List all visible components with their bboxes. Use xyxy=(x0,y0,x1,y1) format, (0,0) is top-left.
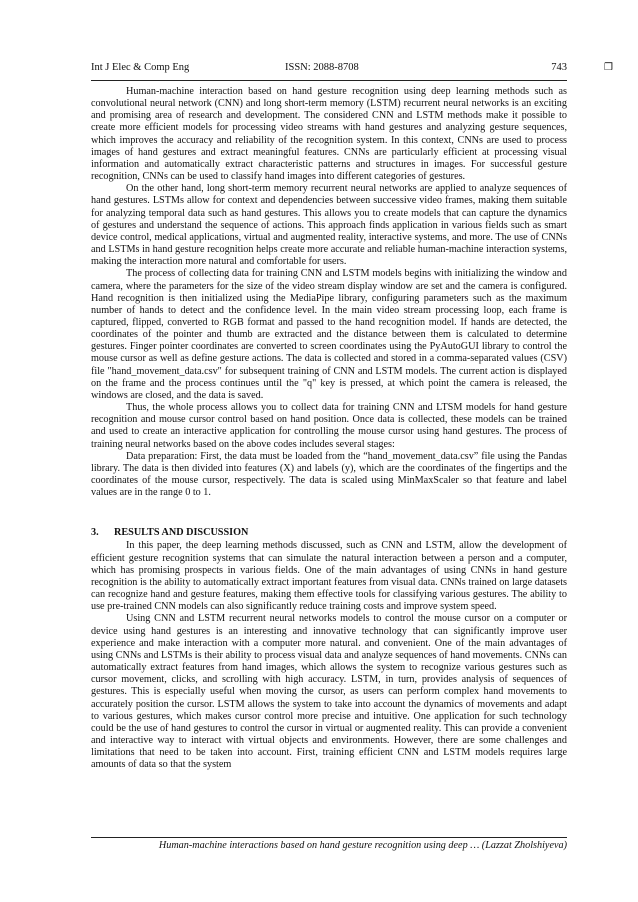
section-gap xyxy=(91,513,567,527)
section-heading xyxy=(91,527,567,539)
square-marker-icon: ❒ xyxy=(604,62,613,73)
article-body xyxy=(91,86,567,771)
paragraph: Human-machine interaction based on hand gesture recognition using deep learning methods such as convolutional neural network (CNN) and long short-term memory (LSTM) recurrent neural networks is an exciting and promising area of research and development. The considered CNN and LSTM methods make it possible to create more efficient models for processing video streams with hand gestures and analyzing gesture sequences, which improves the accuracy and reliability of the recognition system. In this context, CNNs are used to process images of hand gestures and extract meaningful features. CNNs are particularly efficient at processing visual information and automatically extract characteristic patterns and structures in images. For successful gesture recognition, CNNs can be used to classify hand images into different categories of gestures. xyxy=(91,86,567,183)
running-footer: Human-machine interactions based on hand gesture recognition using deep … (Lazzat Zholshiyeva) xyxy=(91,837,567,851)
paragraph: On the other hand, long short-term memory recurrent neural networks are applied to analyze sequences of hand gestures. LSTMs allow for context and dependencies between successive video frames, making them suitable for analyzing temporal data such as hand gestures. This allows you to create models that can capture the dynamics of gestures and understand the sequence of actions. This approach finds application in various fields such as smart device control, medical applications, virtual and augmented reality, interactive systems, and more. The use of CNNs and LSTMs in hand gesture recognition helps create more accurate and reliable human-machine interaction systems, making the interaction more natural and comfortable for users. xyxy=(91,183,567,268)
issn: ISSN: 2088-8708 xyxy=(285,62,359,73)
running-header xyxy=(91,60,613,81)
paragraph: Thus, the whole process allows you to collect data for training CNN and LTSM models for hand gesture recognition and mouse cursor control based on hand position. Once data is collected, these models can be trained and used to create an interactive application for controlling the mouse cursor using hand gestures. The process of training neural networks based on the above codes includes several stages: xyxy=(91,402,567,450)
paragraph: Data preparation: First, the data must be loaded from the “hand_movement_data.csv” file using the Pandas library. The data is then divided into features (X) and labels (y), which are the coordinates of the fingertips and the coordinates of the mouse cursor, respectively. The data is scaled using MinMaxScaler so that feature and label values are in the range 0 to 1. xyxy=(91,450,567,499)
section-number: 3. xyxy=(91,527,99,539)
section-gap xyxy=(91,499,567,513)
paragraph: In this paper, the deep learning methods discussed, such as CNN and LSTM, allow the development of efficient gesture recognition systems that can simulate the natural interaction between a person and a computer, which has promising prospects in various fields. One of the main advantages of using CNNs in hand gesture recognition is the ability to automatically extract important features from visual data. CNNs trained on large datasets can recognize hand and gesture features, making them effective tools for classifying various gestures. The ability to use pre-trained CNN models can also significantly reduce training costs and improve system speed. xyxy=(91,540,567,613)
section-title: RESULTS AND DISCUSSION xyxy=(114,527,249,539)
journal-name: Int J Elec & Comp Eng xyxy=(91,62,190,73)
page-number: 743 xyxy=(551,62,567,73)
paragraph: Using CNN and LSTM recurrent neural networks models to control the mouse cursor on a computer or device using hand gestures is an interesting and innovative technology that can significantly improve user experience and make interaction with a computer more natural. and convenient. One of the main advantages of using CNNs and LSTMs is their ability to process visual data and analyze sequences of hand movements. CNNs can automatically extract features from hand images, which allows the system to recognize various gestures such as cursor movement, clicks, and scrolling with high accuracy. LSTM, in turn, provides analysis of sequences of gestures. This is especially useful when moving the cursor, as users can perform complex hand movements to accurately position the cursor. LSTM allows the system to take into account the dynamics of movements and adapt to various gestures, which makes cursor control more precise and intuitive. One application for such technology could be the use of hand gestures to control the cursor in virtual or augmented reality. This can provide a convenient and interactive way to interact with virtual objects and environments. However, there are some challenges and limitations that need to be taken into account. First, training efficient CNN and LSTM models requires large amounts of data so that the system xyxy=(91,613,567,771)
paragraph: The process of collecting data for training CNN and LSTM models begins with initializing the window and camera, where the parameters for the size of the video stream display window are set and the camera is configured. Hand recognition is then initialized using the MediaPipe library, configuring parameters such as the maximum number of hands to detect and the confidence level. In the main video stream processing loop, each frame is captured, flipped, converted to RGB format and passed to the hand recognition model. If hands are detected, the coordinates of the pointer and thumb are extracted and the distance between them is calculated to determine gestures. Finger pointer coordinates are converted to screen coordinates using the PyAutoGUI library to control the mouse cursor as well as define gesture actions. The data is collected and stored in a comma-separated values (CSV) file "hand_movement_data.csv" for subsequent training of CNN and LSTM models. The current action is displayed on the frame and the process continues until the "q" key is pressed, at which point the camera is released, the windows are closed, and the data is saved. xyxy=(91,268,567,401)
